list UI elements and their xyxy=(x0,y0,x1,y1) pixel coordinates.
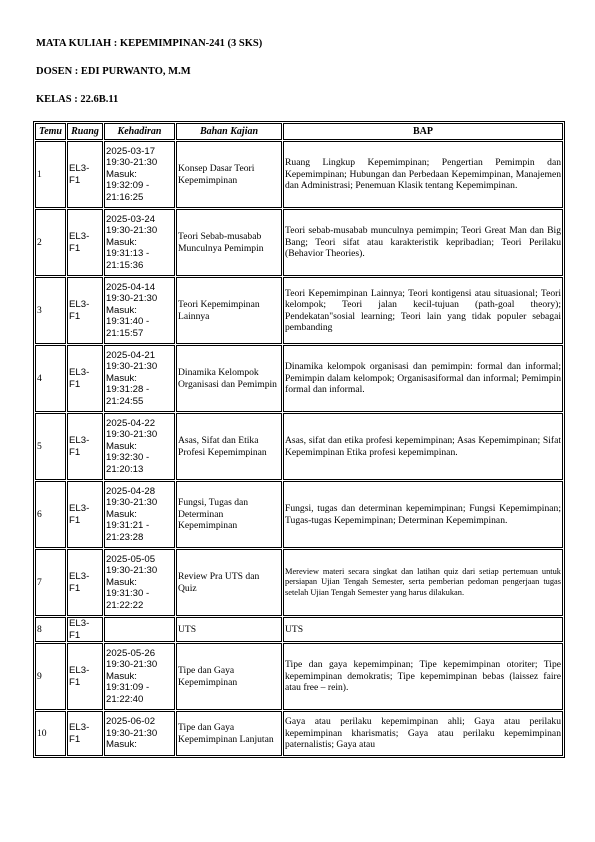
cell-ruang: EL3- F1 xyxy=(67,413,103,480)
cell-bahan-kajian: Dinamika Kelompok Organisasi dan Pemimpin xyxy=(176,345,282,412)
cell-temu: 6 xyxy=(35,481,66,548)
col-bahan-kajian: Bahan Kajian xyxy=(176,123,282,140)
cell-temu: 5 xyxy=(35,413,66,480)
col-kehadiran: Kehadiran xyxy=(104,123,175,140)
cell-bahan-kajian: Review Pra UTS dan Quiz xyxy=(176,549,282,616)
cell-temu: 3 xyxy=(35,277,66,344)
col-bap: BAP xyxy=(283,123,563,140)
cell-bap: Gaya atau perilaku kepemimpinan ahli; Gaya atau perilaku kepemimpinan kharismatis; Gaya atau perilaku kepemimpinan paternalistis; Gaya atau xyxy=(283,711,563,756)
table-row xyxy=(35,141,563,208)
lecturer-name: DOSEN : EDI PURWANTO, M.M xyxy=(36,66,191,77)
col-temu: Temu xyxy=(35,123,66,140)
cell-ruang: EL3- F1 xyxy=(67,345,103,412)
table-row xyxy=(35,617,563,642)
cell-kehadiran: 2025-06-02 19:30-21:30 Masuk: xyxy=(104,711,175,756)
cell-kehadiran: 2025-05-26 19:30-21:30 Masuk: 19:31:09 - 21:22:40 xyxy=(104,643,175,710)
cell-kehadiran: 2025-04-28 19:30-21:30 Masuk: 19:31:21 - 21:23:28 xyxy=(104,481,175,548)
table-row xyxy=(35,711,563,756)
table-row xyxy=(35,643,563,710)
cell-ruang: EL3- F1 xyxy=(67,481,103,548)
cell-bahan-kajian: Fungsi, Tugas dan Determinan Kepemimpinan xyxy=(176,481,282,548)
cell-bahan-kajian: Tipe dan Gaya Kepemimpinan xyxy=(176,643,282,710)
cell-kehadiran: 2025-04-21 19:30-21:30 Masuk: 19:31:28 - 21:24:55 xyxy=(104,345,175,412)
cell-temu: 7 xyxy=(35,549,66,616)
cell-temu: 9 xyxy=(35,643,66,710)
cell-ruang: EL3- F1 xyxy=(67,711,103,756)
cell-bap: Ruang Lingkup Kepemimpinan; Pengertian Pemimpin dan Kepemimpinan; Hubungan dan Perbedaan Kepemimpinan, Manajemen dan Administrasi; Penemuan Klasik tentang Kepemimpinan. xyxy=(283,141,563,208)
cell-bap: Fungsi, tugas dan determinan kepemimpinan; Fungsi Kepemimpinan; Tugas-tugas Kepemimpinan; Determinan Kepemimpinan. xyxy=(283,481,563,548)
col-ruang: Ruang xyxy=(67,123,103,140)
table-row xyxy=(35,277,563,344)
table-row xyxy=(35,481,563,548)
cell-bahan-kajian: Asas, Sifat dan Etika Profesi Kepemimpinan xyxy=(176,413,282,480)
bap-table xyxy=(33,121,565,758)
cell-kehadiran: 2025-03-24 19:30-21:30 Masuk: 19:31:13 - 21:15:36 xyxy=(104,209,175,276)
cell-ruang: EL3- F1 xyxy=(67,209,103,276)
cell-ruang: EL3- F1 xyxy=(67,277,103,344)
cell-kehadiran: 2025-03-17 19:30-21:30 Masuk: 19:32:09 - 21:16:25 xyxy=(104,141,175,208)
table-row xyxy=(35,345,563,412)
cell-bap: Dinamika kelompok organisasi dan pemimpin: formal dan informal; Pemimpin dalam kelompok; Organisasiformal dan informal; Pemimpin formal dan informal. xyxy=(283,345,563,412)
table-row xyxy=(35,209,563,276)
cell-kehadiran: 2025-04-14 19:30-21:30 Masuk: 19:31:40 - 21:15:57 xyxy=(104,277,175,344)
cell-bahan-kajian: Tipe dan Gaya Kepemimpinan Lanjutan xyxy=(176,711,282,756)
cell-bap: Asas, sifat dan etika profesi kepemimpinan; Asas Kepemimpinan; Sifat Kepemimpinan Etika profesi kepemimpinan. xyxy=(283,413,563,480)
cell-temu: 8 xyxy=(35,617,66,642)
table-row xyxy=(35,413,563,480)
table-row xyxy=(35,549,563,616)
cell-bap: Teori Kepemimpinan Lainnya; Teori kontigensi atau situasional; Teori kelompok; Teori jalan kecil-tujuan (path-goal theory); Pendekatan"sosial learning; Teori lain yang tidak populer sebagai pembanding xyxy=(283,277,563,344)
course-title: MATA KULIAH : KEPEMIMPINAN-241 (3 SKS) xyxy=(36,38,263,49)
cell-temu: 10 xyxy=(35,711,66,756)
table-header-row xyxy=(35,123,563,140)
cell-bap: UTS xyxy=(283,617,563,642)
cell-temu: 2 xyxy=(35,209,66,276)
cell-ruang: EL3- F1 xyxy=(67,141,103,208)
cell-bahan-kajian: UTS xyxy=(176,617,282,642)
cell-temu: 4 xyxy=(35,345,66,412)
cell-kehadiran: 2025-05-05 19:30-21:30 Masuk: 19:31:30 - 21:22:22 xyxy=(104,549,175,616)
cell-bap: Teori sebab-musabab munculnya pemimpin; Teori Great Man dan Big Bang; Teori sifat atau karakteristik kepribadian; Teori Perilaku (Behavior Theories). xyxy=(283,209,563,276)
cell-ruang: EL3- F1 xyxy=(67,549,103,616)
cell-kehadiran: 2025-04-22 19:30-21:30 Masuk: 19:32:30 - 21:20:13 xyxy=(104,413,175,480)
cell-ruang: EL3- F1 xyxy=(67,617,103,642)
cell-temu: 1 xyxy=(35,141,66,208)
cell-bahan-kajian: Konsep Dasar Teori Kepemimpinan xyxy=(176,141,282,208)
class-code: KELAS : 22.6B.11 xyxy=(36,94,119,105)
cell-bap: Tipe dan gaya kepemimpinan; Tipe kepemimpinan otoriter; Tipe kepemimpinan demokratis; Tipe kepemimpinan bebas (laissez faire atau free – rein). xyxy=(283,643,563,710)
cell-bahan-kajian: Teori Kepemimpinan Lainnya xyxy=(176,277,282,344)
cell-ruang: EL3- F1 xyxy=(67,643,103,710)
cell-bap: Mereview materi secara singkat dan latihan quiz dari setiap pertemuan untuk persiapan Ujian Tengah Semester, serta pemberian pedoman pengerjaan tugas setelah Ujian Tengah Semester yang harus dilakukan. xyxy=(283,549,563,616)
cell-bahan-kajian: Teori Sebab-musabab Munculnya Pemimpin xyxy=(176,209,282,276)
cell-kehadiran xyxy=(104,617,175,642)
